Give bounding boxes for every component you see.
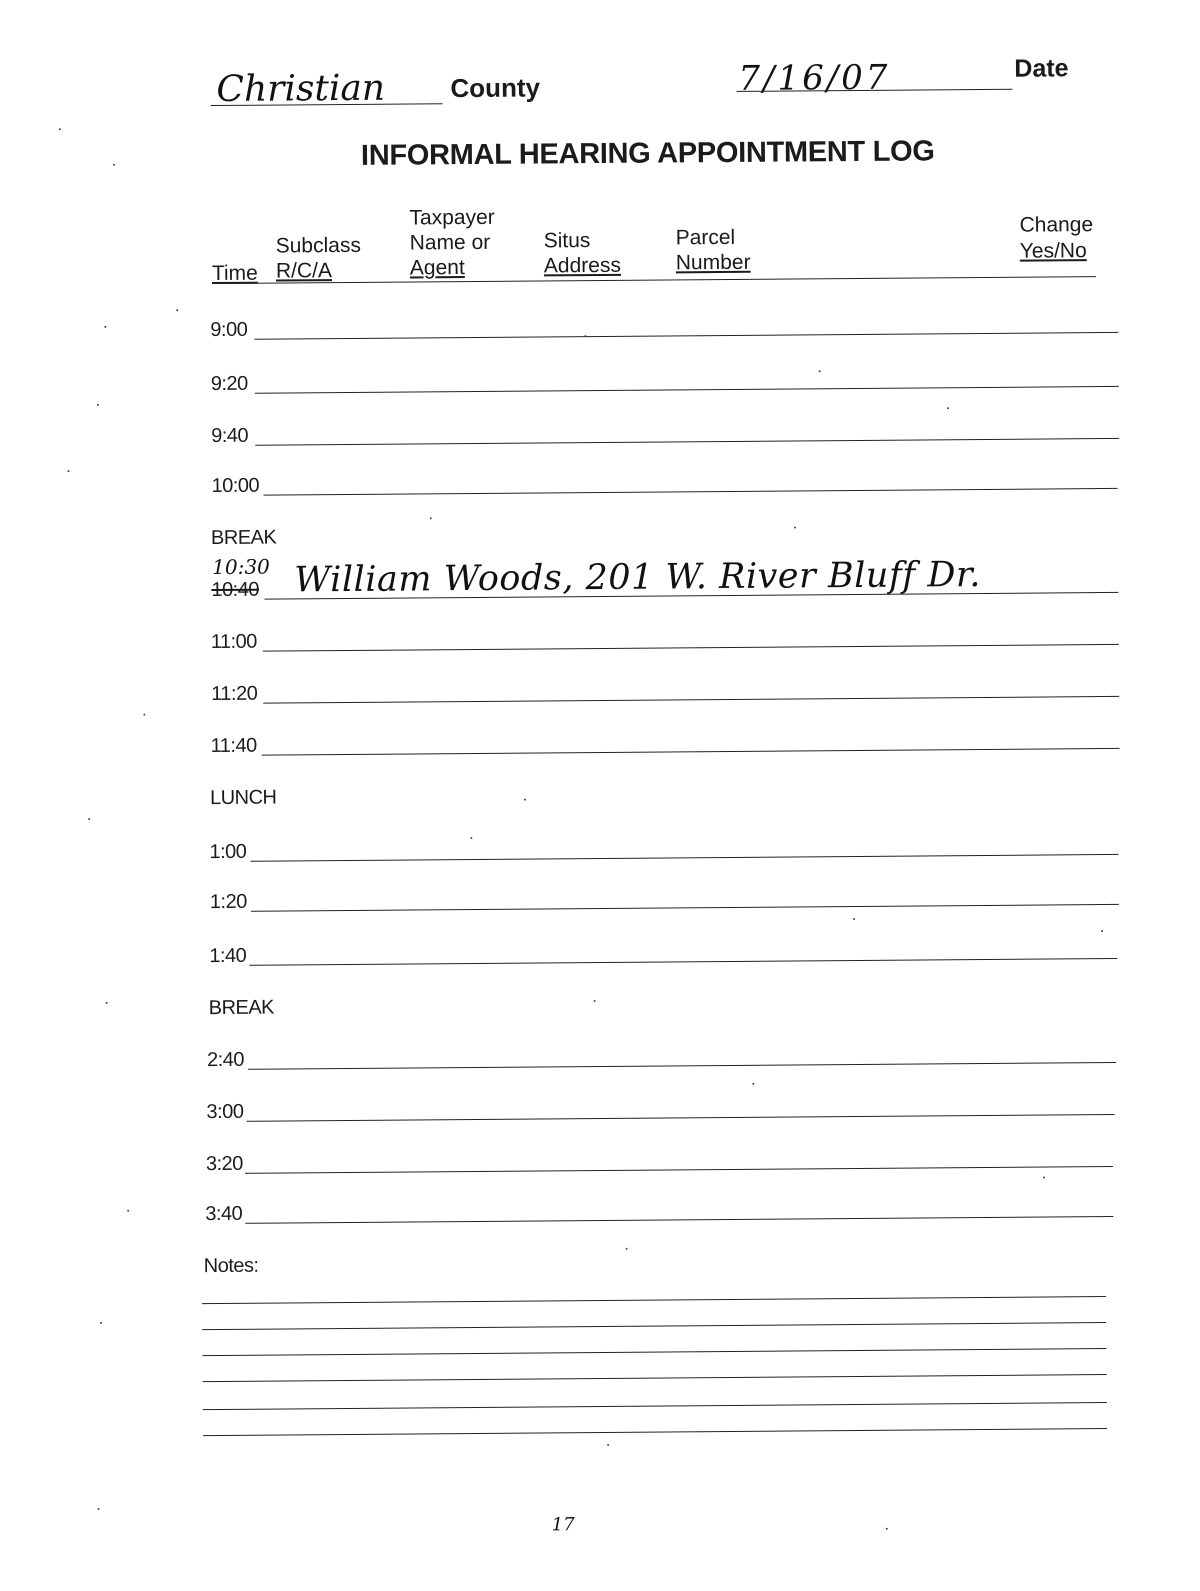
col-subclass-line1: Subclass [275, 233, 362, 258]
notes-line-6 [203, 1428, 1107, 1436]
scan-speck [104, 326, 106, 328]
slot-line-1120 [263, 696, 1119, 704]
scan-speck [127, 1210, 129, 1212]
slot-line-0320 [245, 1166, 1113, 1174]
page-mark: 17 [551, 1514, 575, 1536]
slot-time-0100: 1:00 [209, 840, 247, 864]
col-parcel-line2: Number [675, 250, 751, 275]
col-parcel-line1: Parcel [675, 225, 736, 250]
notes-line-2 [202, 1322, 1106, 1330]
scan-speck [886, 1528, 888, 1530]
col-situs-line1: Situs [543, 229, 591, 253]
county-handwritten: Christian [216, 67, 386, 110]
scan-speck [853, 918, 855, 920]
scan-speck [430, 517, 432, 519]
slot-time-corrected: 10:30 [212, 554, 270, 580]
slot-time-1100: 11:00 [210, 630, 257, 654]
slot-time-0900: 9:00 [210, 318, 248, 342]
scan-speck [524, 799, 526, 801]
scan-speck [470, 837, 472, 839]
slot-line-0240 [248, 1062, 1116, 1070]
col-time: Time [211, 261, 258, 286]
col-change-line1: Change [1019, 213, 1094, 237]
date-label: Date [1014, 54, 1069, 83]
scan-speck [794, 526, 796, 528]
scan-speck [97, 404, 99, 406]
scan-speck [98, 1508, 100, 1510]
slot-time-0140: 1:40 [209, 944, 247, 968]
slot-line-0340 [245, 1216, 1113, 1224]
date-handwritten: 7/16/07 [738, 57, 891, 99]
header-underline [212, 276, 1096, 284]
lunch-label: LUNCH [209, 786, 277, 810]
notes-label: Notes: [203, 1254, 259, 1278]
col-taxpayer-line3: Agent [409, 256, 465, 280]
scan-speck [143, 714, 145, 716]
scan-speck [819, 370, 821, 372]
col-change-line2: Yes/No [1019, 239, 1087, 263]
scan-speck [176, 309, 178, 311]
slot-line-0300 [247, 1114, 1115, 1122]
slot-time-0920: 9:20 [210, 372, 248, 396]
slot-line-0100 [251, 854, 1119, 862]
scan-speck [59, 128, 61, 130]
slot-time-0240: 2:40 [206, 1048, 245, 1072]
slot-line-1140 [262, 748, 1120, 756]
scan-speck [106, 1002, 108, 1004]
scan-speck [584, 335, 586, 337]
slot-line-0900 [254, 332, 1118, 340]
slot-time-1140: 11:40 [210, 734, 257, 758]
col-situs-line2: Address [543, 253, 621, 278]
scan-speck [594, 1000, 596, 1002]
slot-time-0120: 1:20 [209, 890, 247, 914]
slot-time-0940: 9:40 [211, 424, 249, 448]
break-label-1: BREAK [210, 526, 277, 550]
scan-speck [100, 1322, 102, 1324]
slot-line-0120 [251, 904, 1119, 912]
county-label: County [450, 72, 541, 104]
scan-speck [752, 1083, 754, 1085]
scan-speck [947, 407, 949, 409]
slot-time-1000: 10:00 [211, 474, 260, 498]
col-subclass-line2: R/C/A [275, 259, 332, 283]
slot-line-1100 [263, 644, 1119, 652]
slot-line-0140 [249, 958, 1117, 966]
slot-line-0940 [255, 438, 1119, 446]
scan-speck [607, 1444, 609, 1446]
page-title: INFORMAL HEARING APPOINTMENT LOG [360, 135, 935, 172]
break-label-2: BREAK [208, 996, 275, 1020]
scan-speck [88, 818, 90, 820]
notes-line-5 [203, 1402, 1107, 1410]
slot-time-struck: 10:40 [211, 578, 260, 602]
scan-speck [113, 164, 115, 166]
slot-time-0320: 3:20 [205, 1152, 243, 1176]
notes-line-4 [203, 1374, 1107, 1382]
slot-time-0340: 3:40 [205, 1202, 243, 1226]
col-taxpayer-line2: Name or [409, 230, 491, 255]
slot-time-0300: 3:00 [206, 1100, 244, 1124]
slot-line-0920 [255, 386, 1119, 394]
notes-line-3 [202, 1348, 1106, 1356]
scan-speck [1043, 1177, 1045, 1179]
notes-line-1 [202, 1296, 1106, 1304]
scan-speck [67, 470, 69, 472]
appointment-entry: William Woods, 201 W. River Bluff Dr. [294, 555, 982, 601]
slot-time-1120: 11:20 [211, 682, 258, 706]
scan-speck [1101, 930, 1103, 932]
slot-line-1000 [264, 488, 1118, 496]
scan-speck [626, 1248, 628, 1250]
col-taxpayer-line1: Taxpayer [409, 205, 495, 230]
